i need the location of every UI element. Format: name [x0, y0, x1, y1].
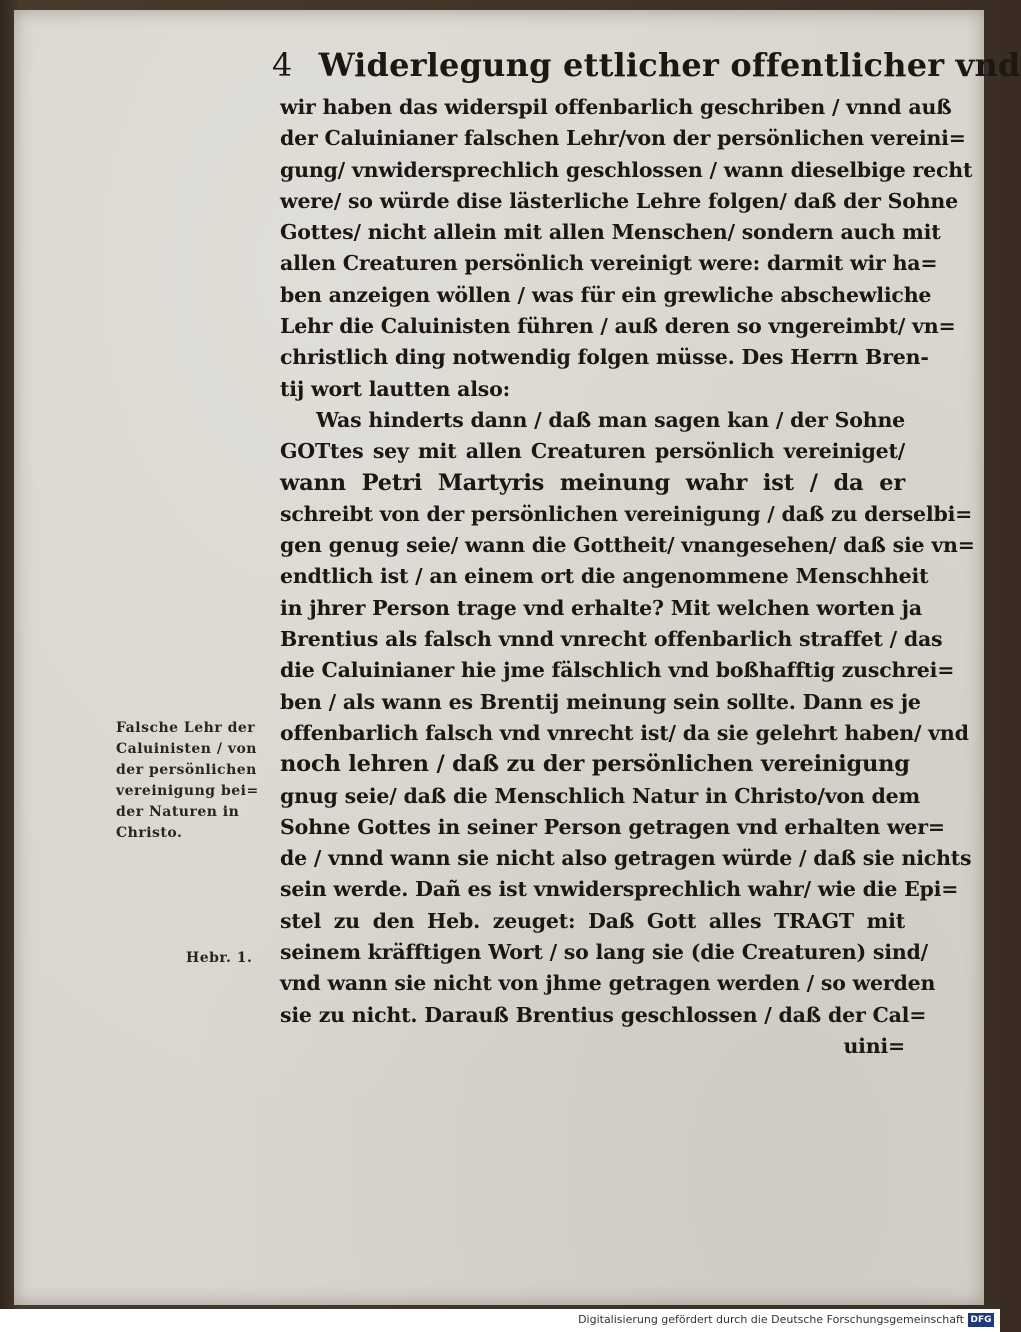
text-line: Sohne Gottes in seiner Person getragen vnd erhalten wer= — [280, 814, 945, 839]
text-line: de / vnnd wann sie nicht also getragen würde / daß sie nichts — [280, 846, 972, 871]
text-line: in jhrer Person trage vnd erhalte? Mit welchen worten ja — [280, 595, 922, 620]
digitization-footer — [0, 1309, 1000, 1332]
text-line: offenbarlich falsch vnd vnrecht ist/ da sie gelehrt haben/ vnd — [280, 720, 969, 745]
text-line: sie zu nicht. Darauß Brentius geschlossen / daß der Cal= — [280, 1002, 927, 1027]
text-line: Was hinderts dann / daß man sagen kan / der Sohne — [316, 407, 905, 432]
text-line: were/ so würde dise lästerliche Lehre folgen/ daß der Sohne — [280, 188, 958, 213]
text-line: wann Petri Martyris meinung wahr ist / da er — [280, 469, 905, 496]
text-line: stel zu den Heb. zeuget: Daß Gott alles TRAGT mit — [280, 908, 905, 933]
body-text — [280, 92, 975, 1062]
margin-note-line: vereinigung bei= — [116, 783, 259, 799]
catchword: uini= — [843, 1033, 905, 1058]
text-line: Gottes/ nicht allein mit allen Menschen/ sondern auch mit — [280, 220, 941, 245]
text-line: tij wort lautten also: — [280, 376, 510, 401]
margin-note-line: Falsche Lehr der — [116, 720, 256, 736]
text-line: gnug seie/ daß die Menschlich Natur in Christo/von dem — [280, 783, 920, 808]
text-line: Brentius als falsch vnnd vnrecht offenbarlich straffet / das — [280, 627, 943, 652]
text-line: christlich ding notwendig folgen müsse. Des Herrn Bren- — [280, 345, 929, 370]
dfg-logo-icon: DFG — [968, 1313, 994, 1327]
text-line: seinem kräfftigen Wort / so lang sie (die Creaturen) sind/ — [280, 940, 928, 965]
margin-note-line: der Naturen in — [116, 804, 240, 820]
text-line: schreibt von der persönlichen vereinigung / daß zu derselbi= — [280, 501, 973, 526]
text-line: gung/ vnwidersprechlich geschlossen / wann dieselbige recht — [280, 157, 973, 182]
margin-note-false-doctrine — [116, 718, 259, 844]
text-line: GOTtes sey mit allen Creaturen persönlich vereiniget/ — [280, 439, 905, 464]
text-line: ben anzeigen wöllen / was für ein grewliche abschewliche — [280, 282, 932, 307]
running-header — [272, 40, 1021, 90]
text-line: der Caluinianer falschen Lehr/von der persönlichen vereini= — [280, 126, 966, 151]
margin-note-line: Christo. — [116, 825, 183, 841]
margin-note-line: der persönlichen — [116, 762, 257, 778]
margin-note-line: Caluinisten / von — [116, 741, 257, 757]
funding-credit: Digitalisierung gefördert durch die Deutsche Forschungsgemeinschaft — [578, 1313, 964, 1326]
text-line: gen genug seie/ wann die Gottheit/ vnangesehen/ daß sie vn= — [280, 533, 975, 558]
margin-note-hebrews: Hebr. 1. — [186, 950, 253, 966]
text-line: die Caluinianer hie jme fälschlich vnd boßhafftig zuschrei= — [280, 658, 955, 683]
text-line: ben / als wann es Brentij meinung sein sollte. Dann es je — [280, 689, 921, 714]
text-line: allen Creaturen persönlich vereinigt were: darmit wir ha= — [280, 251, 938, 276]
page-number: 4 — [272, 46, 293, 84]
text-line: Lehr die Caluinisten führen / auß deren so vngereimbt/ vn= — [280, 314, 956, 339]
text-line: wir haben das widerspil offenbarlich geschriben / vnnd auß — [280, 95, 952, 119]
text-line: sein werde. Dañ es ist vnwidersprechlich wahr/ wie die Epi= — [280, 877, 959, 902]
text-line: noch lehren / daß zu der persönlichen vereinigung — [280, 751, 910, 778]
text-line: vnd wann sie nicht von jhme getragen werden / so werden — [280, 971, 936, 996]
running-title: Widerlegung ettlicher offentlicher vnd — [318, 46, 1021, 84]
text-line: endtlich ist / an einem ort die angenommene Menschheit — [280, 564, 929, 589]
